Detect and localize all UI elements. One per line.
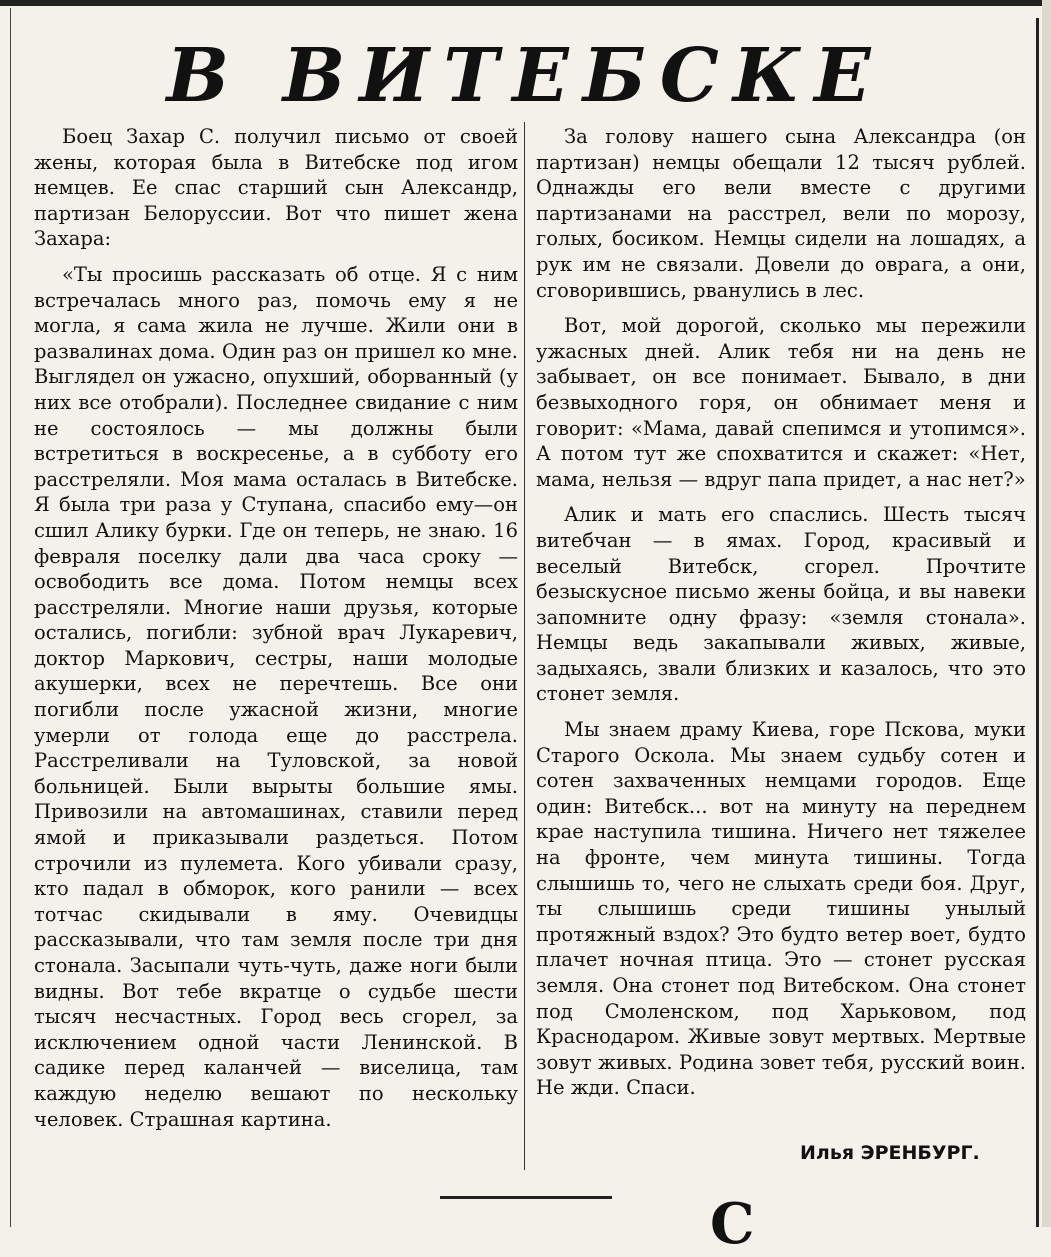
left-margin-rule bbox=[10, 8, 11, 1227]
headline: В ВИТЕБСКЕ bbox=[166, 33, 885, 119]
section-divider bbox=[440, 1196, 612, 1199]
author-signature: Илья ЭРЕНБУРГ. bbox=[800, 1142, 980, 1164]
paragraph: Боец Захар С. получил письмо от своей жены, которая была в Витебске под игом немцев. Ее спас старший сын Александр, партизан Белоруссии. Вот что пишет жена Захара: bbox=[34, 125, 518, 251]
column-separator bbox=[524, 122, 525, 1170]
paragraph: Мы знаем драму Киева, горе Пскова, муки Старого Оскола. Мы знаем судьбу сотен и сотен захваченных немцами городов. Еще один: Витебск... вот на минуту на переднем крае наступила тишина. Ничего нет тяжелее на фронте, чем минута тишины. Тогда слышишь то, чего не слыхать среди боя. Друг, ты слышишь среди тишины унылый протяжный вздох? Это будто ветер воет, будто плачет ночная птица. Это — стонет русская земля. Она стонет под Витебском. Она стонет под Смоленском, под Харьковом, под Краснодаром. Живые зовут мертвых. Мертвые зовут живых. Родина зовет тебя, русский воин. Не жди. Спаси. bbox=[536, 718, 1026, 1100]
paragraph: «Ты просишь рассказать об отце. Я с ним встречалась много раз, помочь ему я не могла, я сама жила не лучше. Жили они в развалинах дома. Один раз он пришел ко мне. Выглядел он ужасно, опухший, оборванный (у них все отобрали). Последнее свидание с ним не состоялось — мы должны были встретиться в воскресенье, а в субботу его расстреляли. Моя мама осталась в Витебске. Я была три раза у Ступана, спасибо ему—он сшил Алику бурки. Где он теперь, не знаю. 16 февраля поселку дали два часа сроку — освободить все дома. Потом немцы всех расстреляли. Многие наши друзья, которые остались, погибли: зубной врач Лукаревич, доктор Маркович, сестры, наши молодые акушерки, всех не перечтешь. Все они погибли после ужасной жизни, многие умерли от голода еще до расстрела. Расстреливали на Туловской, за новой больницей. Были вырыты большие ямы. Привозили на автомашинах, ставили перед ямой и приказывали раздеться. Потом строчили из пулемета. Кого убивали сразу, кто падал в обморок, кого ранили — всех тотчас скидывали в яму. Очевидцы рассказывали, что там земля после три дня стонала. Засыпали чуть-чуть, даже ноги были видны. Вот тебе вкратце о судьбе шести тысяч несчастных. Город весь сгорел, за исключением одной части Ленинской. В садике перед каланчей — виселица, там каждую неделю вешают по нескольку человек. Страшная картина. bbox=[34, 262, 518, 1131]
next-headline-fragment: С bbox=[710, 1191, 755, 1257]
paragraph: Алик и мать его спаслись. Шесть тысяч витебчан — в ямах. Город, красивый и веселый Витебск, сгорел. Прочтите безыскусное письмо жены бойца, и вы навеки запомните одну фразу: «земля стонала». Немцы ведь закапывали живых, живые, задыхаясь, звали близких и казалось, что это стонет земля. bbox=[536, 503, 1026, 706]
right-column-rule bbox=[1036, 18, 1039, 1227]
adjacent-column-edge bbox=[1042, 0, 1051, 1227]
left-column bbox=[34, 124, 518, 1142]
right-column bbox=[536, 124, 1026, 1111]
paragraph: За голову нашего сына Александра (он партизан) немцы обещали 12 тысяч рублей. Однажды его вели вместе с другими партизанами на расстрел, вели по морозу, голых, босиком. Немцы сидели на лошадях, а рук им не связали. Довели до оврага, а они, сговорившись, рванулись в лес. bbox=[536, 125, 1026, 302]
paragraph: Вот, мой дорогой, сколько мы пережили ужасных дней. Алик тебя ни на день не забывает, он все понимает. Бывало, в дни безвыходного горя, он обнимает меня и говорит: «Мама, давай спепимся и утопимся». А потом тут же спохватится и скажет: «Нет, мама, нельзя — вдруг папа придет, а нас нет?» bbox=[536, 314, 1026, 491]
top-rule bbox=[0, 0, 1051, 6]
